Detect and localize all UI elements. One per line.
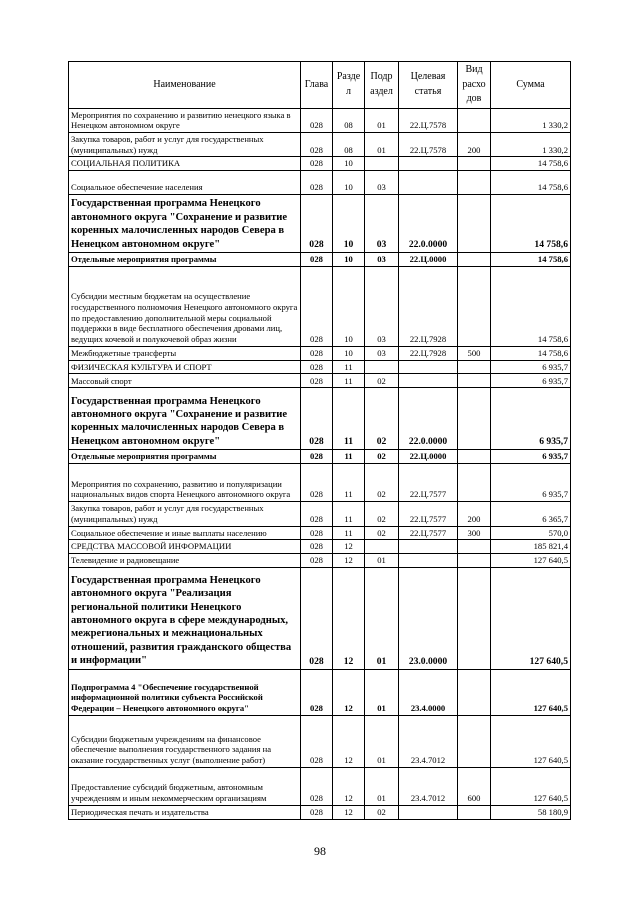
row-section: 12	[333, 567, 365, 669]
row-subsection: 01	[365, 567, 399, 669]
row-sum: 6 935,7	[491, 360, 571, 374]
row-sum: 1 330,2	[491, 108, 571, 132]
row-chapter: 028	[301, 360, 333, 374]
row-sum: 14 758,6	[491, 266, 571, 346]
row-sum: 127 640,5	[491, 567, 571, 669]
row-target	[399, 374, 458, 388]
table-row	[69, 526, 571, 540]
row-kind	[458, 108, 491, 132]
row-section: 12	[333, 805, 365, 819]
row-kind	[458, 464, 491, 502]
table-row	[69, 715, 571, 767]
row-target	[399, 805, 458, 819]
row-sum: 14 758,6	[491, 171, 571, 195]
row-name: Социальное обеспечение населения	[69, 171, 301, 195]
row-name: Государственная программа Ненецкого автономного округа "Сохранение и развитие коренных малочисленных народов Севера в Ненецком автономном округе"	[69, 195, 301, 253]
row-section: 10	[333, 195, 365, 253]
row-section: 08	[333, 108, 365, 132]
row-sum: 6 935,7	[491, 374, 571, 388]
row-kind	[458, 171, 491, 195]
table-row	[69, 171, 571, 195]
table-row	[69, 253, 571, 267]
row-sum: 14 758,6	[491, 253, 571, 267]
row-target	[399, 554, 458, 568]
table-row	[69, 157, 571, 171]
row-kind	[458, 195, 491, 253]
row-name: Субсидии бюджетным учреждениям на финансовое обеспечение выполнения государственного задания на оказание государственных услуг (выполнение работ)	[69, 715, 301, 767]
row-kind: 300	[458, 526, 491, 540]
row-kind	[458, 253, 491, 267]
row-chapter: 028	[301, 715, 333, 767]
row-chapter: 028	[301, 767, 333, 805]
column-header-target: Целевая статья	[399, 62, 458, 109]
row-name: Межбюджетные трансферты	[69, 346, 301, 360]
row-sum: 6 935,7	[491, 464, 571, 502]
row-section: 10	[333, 346, 365, 360]
row-section: 10	[333, 171, 365, 195]
row-chapter: 028	[301, 374, 333, 388]
row-name: Подпрограмма 4 "Обеспечение государственной информационной политики субъекта Российской Федерации – Ненецкого автономного округа"	[69, 669, 301, 715]
row-name: Мероприятия по сохранению, развитию и популяризации национальных видов спорта Ненецкого автономного округа	[69, 464, 301, 502]
row-sum: 1 330,2	[491, 132, 571, 156]
row-subsection: 02	[365, 464, 399, 502]
row-chapter: 028	[301, 805, 333, 819]
row-sum: 185 821,4	[491, 540, 571, 554]
row-kind: 500	[458, 346, 491, 360]
table-row	[69, 108, 571, 132]
row-name: Закупка товаров, работ и услуг для государственных (муниципальных) нужд	[69, 502, 301, 526]
row-name: Отдельные мероприятия программы	[69, 253, 301, 267]
table-row	[69, 346, 571, 360]
row-chapter: 028	[301, 108, 333, 132]
row-target: 23.0.0000	[399, 567, 458, 669]
row-chapter: 028	[301, 346, 333, 360]
row-target: 23.4.7012	[399, 715, 458, 767]
row-chapter: 028	[301, 526, 333, 540]
row-target: 23.4.0000	[399, 669, 458, 715]
table-header-row	[69, 62, 571, 109]
column-header-section: Разде л	[333, 62, 365, 109]
row-chapter: 028	[301, 171, 333, 195]
row-target: 22.0.0000	[399, 195, 458, 253]
row-sum: 14 758,6	[491, 157, 571, 171]
row-name: Закупка товаров, работ и услуг для государственных (муниципальных) нужд	[69, 132, 301, 156]
row-subsection: 01	[365, 767, 399, 805]
row-kind	[458, 567, 491, 669]
row-subsection: 01	[365, 108, 399, 132]
row-section: 11	[333, 374, 365, 388]
row-section: 10	[333, 253, 365, 267]
table-row-program	[69, 195, 571, 253]
row-kind	[458, 374, 491, 388]
table-row	[69, 540, 571, 554]
row-kind: 600	[458, 767, 491, 805]
row-subsection: 02	[365, 526, 399, 540]
row-sum: 127 640,5	[491, 669, 571, 715]
row-subsection: 03	[365, 171, 399, 195]
row-chapter: 028	[301, 195, 333, 253]
row-target: 22.Ц.7577	[399, 526, 458, 540]
row-kind: 200	[458, 132, 491, 156]
column-header-sum: Сумма	[491, 62, 571, 109]
budget-table	[68, 61, 571, 820]
table-row-program	[69, 567, 571, 669]
row-target: 22.Ц.7578	[399, 108, 458, 132]
row-name: Предоставление субсидий бюджетным, автономным учреждениям и иным некоммерческим организациям	[69, 767, 301, 805]
row-section: 12	[333, 715, 365, 767]
row-name: Социальное обеспечение и иные выплаты населению	[69, 526, 301, 540]
row-name: Государственная программа Ненецкого автономного округа "Реализация региональной политики Ненецкого автономного округа в сфере международных, межрегиональных и межнациональных отношений, развития гражданского общества и информации"	[69, 567, 301, 669]
row-kind	[458, 540, 491, 554]
table-row-program	[69, 388, 571, 450]
row-name: Периодическая печать и издательства	[69, 805, 301, 819]
row-name: ФИЗИЧЕСКАЯ КУЛЬТУРА И СПОРТ	[69, 360, 301, 374]
row-chapter: 028	[301, 669, 333, 715]
row-section: 12	[333, 540, 365, 554]
row-target: 22.Ц.7577	[399, 502, 458, 526]
row-chapter: 028	[301, 388, 333, 450]
row-subsection: 03	[365, 346, 399, 360]
row-section: 10	[333, 157, 365, 171]
row-subsection: 01	[365, 132, 399, 156]
row-kind	[458, 360, 491, 374]
row-subsection: 02	[365, 374, 399, 388]
table-row	[69, 360, 571, 374]
row-target: 22.Ц.0000	[399, 253, 458, 267]
row-name: СОЦИАЛЬНАЯ ПОЛИТИКА	[69, 157, 301, 171]
row-chapter: 028	[301, 157, 333, 171]
row-section: 10	[333, 266, 365, 346]
row-target: 22.Ц.0000	[399, 450, 458, 464]
row-subsection: 02	[365, 450, 399, 464]
row-kind: 200	[458, 502, 491, 526]
row-subsection	[365, 360, 399, 374]
column-header-kind: Вид расхо дов	[458, 62, 491, 109]
row-kind	[458, 388, 491, 450]
table-row	[69, 554, 571, 568]
row-name: Отдельные мероприятия программы	[69, 450, 301, 464]
table-row	[69, 450, 571, 464]
row-kind	[458, 450, 491, 464]
row-kind	[458, 157, 491, 171]
row-name: Субсидии местным бюджетам на осуществление государственного полномочия Ненецкого автономного округа по предоставлению дополнительной меры социальной поддержки в виде бесплатного обеспечения дровами лиц, ведущих кочевой и полукочевой образ жизни	[69, 266, 301, 346]
row-name: Телевидение и радиовещание	[69, 554, 301, 568]
row-kind	[458, 715, 491, 767]
row-target	[399, 540, 458, 554]
table-row	[69, 502, 571, 526]
row-name: Государственная программа Ненецкого автономного округа "Сохранение и развитие коренных малочисленных народов Севера в Ненецком автономном округе"	[69, 388, 301, 450]
row-section: 11	[333, 464, 365, 502]
row-chapter: 028	[301, 450, 333, 464]
row-subsection	[365, 157, 399, 171]
row-section: 11	[333, 450, 365, 464]
table-row	[69, 464, 571, 502]
row-chapter: 028	[301, 554, 333, 568]
row-chapter: 028	[301, 502, 333, 526]
row-target: 22.Ц.7928	[399, 346, 458, 360]
row-subsection: 02	[365, 805, 399, 819]
row-target: 22.Ц.7577	[399, 464, 458, 502]
row-section: 08	[333, 132, 365, 156]
row-sum: 6 365,7	[491, 502, 571, 526]
row-name: Массовый спорт	[69, 374, 301, 388]
row-target	[399, 171, 458, 195]
row-target	[399, 157, 458, 171]
row-sum: 6 935,7	[491, 388, 571, 450]
row-subsection: 01	[365, 715, 399, 767]
row-chapter: 028	[301, 540, 333, 554]
row-name: Мероприятия по сохранению и развитию ненецкого языка в Ненецком автономном округе	[69, 108, 301, 132]
row-subsection	[365, 540, 399, 554]
row-kind	[458, 554, 491, 568]
row-sum: 127 640,5	[491, 767, 571, 805]
row-subsection: 02	[365, 388, 399, 450]
row-chapter: 028	[301, 464, 333, 502]
row-name: СРЕДСТВА МАССОВОЙ ИНФОРМАЦИИ	[69, 540, 301, 554]
table-row-subprogram	[69, 669, 571, 715]
row-subsection: 03	[365, 253, 399, 267]
table-row	[69, 767, 571, 805]
row-subsection: 03	[365, 266, 399, 346]
table-row	[69, 266, 571, 346]
row-sum: 127 640,5	[491, 715, 571, 767]
table-row	[69, 132, 571, 156]
column-header-subsection: Подр аздел	[365, 62, 399, 109]
row-section: 11	[333, 502, 365, 526]
row-chapter: 028	[301, 132, 333, 156]
row-section: 12	[333, 767, 365, 805]
row-section: 11	[333, 360, 365, 374]
row-sum: 58 180,9	[491, 805, 571, 819]
row-section: 11	[333, 526, 365, 540]
row-target: 22.0.0000	[399, 388, 458, 450]
row-sum: 6 935,7	[491, 450, 571, 464]
row-kind	[458, 669, 491, 715]
row-subsection: 01	[365, 554, 399, 568]
row-section: 12	[333, 554, 365, 568]
row-target	[399, 360, 458, 374]
row-kind	[458, 266, 491, 346]
row-sum: 570,0	[491, 526, 571, 540]
page-number: 98	[314, 844, 326, 858]
row-subsection: 02	[365, 502, 399, 526]
row-subsection: 01	[365, 669, 399, 715]
row-target: 22.Ц.7578	[399, 132, 458, 156]
row-kind	[458, 805, 491, 819]
column-header-chapter: Глава	[301, 62, 333, 109]
row-target: 23.4.7012	[399, 767, 458, 805]
row-sum: 14 758,6	[491, 195, 571, 253]
row-sum: 14 758,6	[491, 346, 571, 360]
table-row	[69, 805, 571, 819]
table-row	[69, 374, 571, 388]
row-target: 22.Ц.7928	[399, 266, 458, 346]
row-section: 11	[333, 388, 365, 450]
row-chapter: 028	[301, 567, 333, 669]
row-chapter: 028	[301, 253, 333, 267]
row-sum: 127 640,5	[491, 554, 571, 568]
column-header-name: Наименование	[69, 62, 301, 109]
row-chapter: 028	[301, 266, 333, 346]
row-section: 12	[333, 669, 365, 715]
row-subsection: 03	[365, 195, 399, 253]
